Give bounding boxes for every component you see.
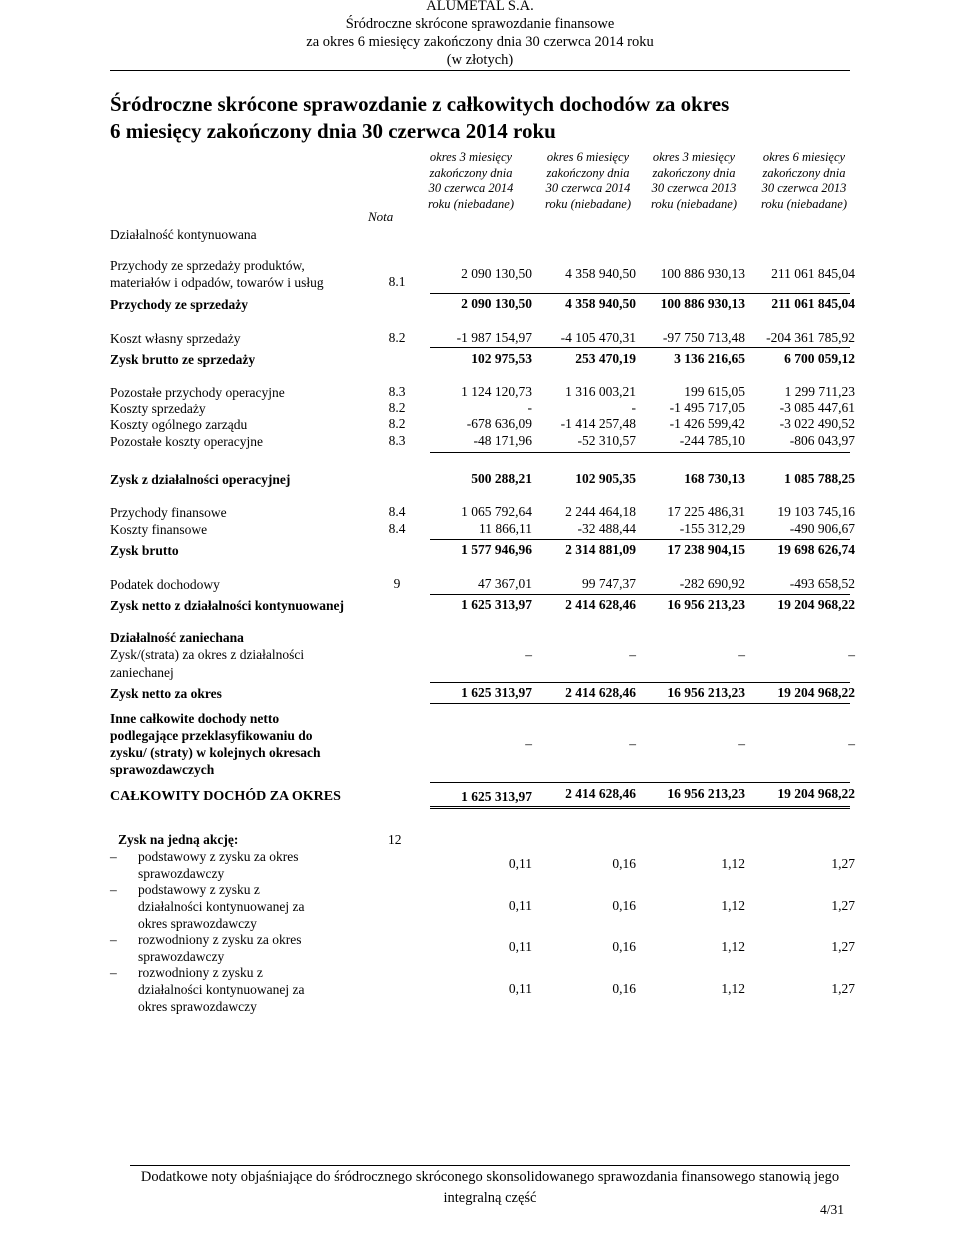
row-net-profit-label: Zysk netto za okres xyxy=(110,686,222,701)
row-cost-of-sales-v2: -4 105 470,31 xyxy=(560,330,636,345)
column-header-2 xyxy=(534,150,642,212)
row-total-income-v1: 1 625 313,97 xyxy=(461,789,532,804)
col2-line3: 30 czerwca 2014 xyxy=(545,181,631,195)
page-number: 4/31 xyxy=(820,1202,845,1217)
row-operating-profit-v2: 102 905,35 xyxy=(575,471,636,486)
col1-line3: 30 czerwca 2014 xyxy=(428,181,514,195)
row-oci-v3: – xyxy=(738,736,745,751)
row-profit-before-tax-v3: 17 238 904,15 xyxy=(667,542,745,557)
eps-basic-v1: 0,11 xyxy=(508,856,532,871)
note-column-header: Nota xyxy=(368,209,394,224)
underline xyxy=(430,782,850,783)
eps-basic-v4: 1,27 xyxy=(831,856,855,871)
double-underline xyxy=(430,806,850,809)
row-gross-profit-sales-v3: 3 136 216,65 xyxy=(674,351,745,366)
row-cost-of-sales-v4: -204 361 785,92 xyxy=(766,330,855,345)
row-income-tax-v2: 99 747,37 xyxy=(582,576,636,591)
row-selling-costs-label: Koszty sprzedaży xyxy=(110,401,206,416)
col2-line4: roku (niebadane) xyxy=(545,196,631,211)
col3-line1: okres 3 miesięcy xyxy=(652,150,736,164)
row-selling-costs-note: 8.2 xyxy=(388,400,406,415)
row-admin-costs-v1: -678 636,09 xyxy=(466,416,532,431)
discontinued-heading: Działalność zaniechana xyxy=(110,630,244,645)
eps-basic-continuing-v2: 0,16 xyxy=(612,898,636,913)
row-revenue-products-note: 8.1 xyxy=(388,274,406,289)
underline xyxy=(430,539,850,540)
row-finance-income-v2: 2 244 464,18 xyxy=(565,504,636,519)
underline xyxy=(430,452,850,453)
footer-divider xyxy=(130,1165,850,1166)
row-profit-before-tax-v1: 1 577 946,96 xyxy=(461,542,532,557)
row-selling-costs-v1: - xyxy=(527,400,532,415)
eps-basic-continuing-v4: 1,27 xyxy=(831,898,855,913)
eps-diluted-continuing-v2: 0,16 xyxy=(612,981,636,996)
row-finance-income-v1: 1 065 792,64 xyxy=(461,504,532,519)
row-oci-label-4: sprawozdawczych xyxy=(110,762,215,777)
eps-bullet: – xyxy=(110,849,117,864)
row-total-income-v3: 16 956 213,23 xyxy=(667,786,745,801)
eps-basic-v3: 1,12 xyxy=(721,856,745,871)
row-revenue-products-v3: 100 886 930,13 xyxy=(660,266,745,281)
row-total-income-v2: 2 414 628,46 xyxy=(565,786,636,801)
row-other-op-income-note: 8.3 xyxy=(388,384,406,399)
row-revenue-v1: 2 090 130,50 xyxy=(461,296,532,311)
row-income-tax-note: 9 xyxy=(393,576,401,591)
eps-item-label: podstawowy z zysku z xyxy=(138,882,260,897)
col4-line4: roku (niebadane) xyxy=(761,196,847,211)
row-other-op-costs-v4: -806 043,97 xyxy=(789,433,855,448)
row-cost-of-sales-v1: -1 987 154,97 xyxy=(456,330,532,345)
col3-line2: zakończony dnia xyxy=(652,165,736,180)
col1-line2: zakończony dnia xyxy=(429,165,513,180)
col4-line1: okres 6 miesięcy xyxy=(762,150,846,164)
eps-item-label-2: sprawozdawczy xyxy=(138,866,225,881)
row-cost-of-sales-label: Koszt własny sprzedaży xyxy=(110,331,241,346)
row-oci-label-2: podlegające przeklasyfikowaniu do xyxy=(110,728,313,743)
row-revenue-v4: 211 061 845,04 xyxy=(771,296,855,311)
eps-bullet: – xyxy=(110,932,117,947)
row-finance-costs-v2: -32 488,44 xyxy=(577,521,636,536)
row-discontinued-v1: – xyxy=(525,647,532,662)
row-finance-costs-v1: 11 866,11 xyxy=(479,521,532,536)
eps-bullet: – xyxy=(110,882,117,897)
row-oci-label-3: zysku/ (straty) w kolejnych okresach xyxy=(110,745,321,760)
report-period: za okres 6 miesięcy zakończony dnia 30 czerwca 2014 roku xyxy=(306,34,654,50)
eps-item-label-3: okres sprawozdawczy xyxy=(138,916,257,931)
eps-diluted-continuing-v1: 0,11 xyxy=(508,981,532,996)
row-income-tax-v4: -493 658,52 xyxy=(789,576,855,591)
row-gross-profit-sales-v2: 253 470,19 xyxy=(575,351,636,366)
row-selling-costs-v2: - xyxy=(631,400,636,415)
row-discontinued-v2: – xyxy=(629,647,636,662)
column-header-group xyxy=(0,150,960,220)
row-finance-income-v3: 17 225 486,31 xyxy=(667,504,745,519)
row-gross-profit-sales-v4: 6 700 059,12 xyxy=(784,351,855,366)
eps-item-basic xyxy=(110,848,340,882)
eps-item-diluted-continuing xyxy=(110,964,340,1015)
eps-diluted-v1: 0,11 xyxy=(508,939,532,954)
row-other-op-income-v3: 199 615,05 xyxy=(684,384,745,399)
section-label: Działalność kontynuowana xyxy=(110,227,257,242)
row-finance-income-v4: 19 103 745,16 xyxy=(777,504,855,519)
row-income-tax-v1: 47 367,01 xyxy=(478,576,532,591)
row-finance-costs-label: Koszty finansowe xyxy=(110,522,208,537)
column-header-3 xyxy=(640,150,748,212)
col4-line2: zakończony dnia xyxy=(762,165,846,180)
eps-item-label-2: działalności kontynuowanej za xyxy=(138,982,305,997)
footer-note: Dodatkowe noty objaśniające do śródrocznego skróconego skonsolidowanego sprawozdania finansowego stanowią jego xyxy=(140,1169,840,1185)
row-oci-label: Inne całkowite dochody netto xyxy=(110,711,280,726)
underline xyxy=(430,682,850,683)
row-total-income-v4: 19 204 968,22 xyxy=(777,786,855,801)
col1-line1: okres 3 miesięcy xyxy=(429,150,513,164)
row-operating-profit-v1: 500 288,21 xyxy=(471,471,532,486)
eps-heading: Zysk na jedną akcję: xyxy=(118,832,239,847)
row-finance-costs-v4: -490 906,67 xyxy=(789,521,855,536)
col4-line3: 30 czerwca 2013 xyxy=(761,181,847,195)
row-net-profit-continuing-v3: 16 956 213,23 xyxy=(667,597,745,612)
eps-item-label-2: sprawozdawczy xyxy=(138,949,225,964)
report-currency: (w złotych) xyxy=(446,52,514,68)
footer-note-2: integralną część xyxy=(443,1190,537,1206)
row-admin-costs-label: Koszty ogólnego zarządu xyxy=(110,417,248,432)
row-admin-costs-v2: -1 414 257,48 xyxy=(560,416,636,431)
row-revenue-products-label-2: materiałów i odpadów, towarów i usług xyxy=(110,275,324,290)
row-selling-costs-v3: -1 495 717,05 xyxy=(669,400,745,415)
eps-diluted-v3: 1,12 xyxy=(721,939,745,954)
row-revenue-products-v4: 211 061 845,04 xyxy=(771,266,855,281)
col1-line4: roku (niebadane) xyxy=(428,196,514,211)
underline xyxy=(430,293,850,294)
row-profit-before-tax-v2: 2 314 881,09 xyxy=(565,542,636,557)
underline xyxy=(430,703,850,704)
row-net-profit-continuing-v1: 1 625 313,97 xyxy=(461,597,532,612)
eps-diluted-continuing-v3: 1,12 xyxy=(721,981,745,996)
row-discontinued-v3: – xyxy=(738,647,745,662)
eps-bullet: – xyxy=(110,965,117,980)
row-other-op-costs-v3: -244 785,10 xyxy=(679,433,745,448)
row-other-op-income-v1: 1 124 120,73 xyxy=(461,384,532,399)
column-header-4 xyxy=(750,150,858,212)
eps-item-diluted xyxy=(110,931,340,965)
row-net-profit-v4: 19 204 968,22 xyxy=(777,685,855,700)
row-operating-profit-label: Zysk z działalności operacyjnej xyxy=(110,472,291,487)
eps-note: 12 xyxy=(388,832,402,847)
row-other-op-costs-v2: -52 310,57 xyxy=(577,433,636,448)
row-other-op-costs-label: Pozostałe koszty operacyjne xyxy=(110,434,263,449)
report-name: Śródroczne skrócone sprawozdanie finansowe xyxy=(345,16,615,32)
eps-basic-continuing-v1: 0,11 xyxy=(508,898,532,913)
row-operating-profit-v4: 1 085 788,25 xyxy=(784,471,855,486)
row-gross-profit-sales-v1: 102 975,53 xyxy=(471,351,532,366)
eps-item-basic-continuing xyxy=(110,881,340,932)
row-oci-v4: – xyxy=(848,736,855,751)
eps-item-label-2: działalności kontynuowanej za xyxy=(138,899,305,914)
row-income-tax-v3: -282 690,92 xyxy=(679,576,745,591)
column-header-1 xyxy=(417,150,525,212)
row-other-op-income-v2: 1 316 003,21 xyxy=(565,384,636,399)
row-finance-income-label: Przychody finansowe xyxy=(110,505,227,520)
row-admin-costs-note: 8.2 xyxy=(388,416,406,431)
row-net-profit-continuing-label: Zysk netto z działalności kontynuowanej xyxy=(110,598,345,613)
row-other-op-costs-v1: -48 171,96 xyxy=(473,433,532,448)
col2-line2: zakończony dnia xyxy=(546,165,630,180)
row-revenue-label: Przychody ze sprzedaży xyxy=(110,297,248,312)
row-net-profit-v1: 1 625 313,97 xyxy=(461,685,532,700)
row-operating-profit-v3: 168 730,13 xyxy=(684,471,745,486)
row-oci-v1: – xyxy=(525,736,532,751)
row-revenue-products-v1: 2 090 130,50 xyxy=(461,266,532,281)
row-cost-of-sales-v3: -97 750 713,48 xyxy=(662,330,745,345)
eps-item-label: podstawowy z zysku za okres xyxy=(138,849,299,864)
underline xyxy=(430,594,850,595)
row-revenue-v2: 4 358 940,50 xyxy=(565,296,636,311)
row-income-tax-label: Podatek dochodowy xyxy=(110,577,220,592)
underline xyxy=(430,347,850,348)
col2-line1: okres 6 miesięcy xyxy=(546,150,630,164)
row-selling-costs-v4: -3 085 447,61 xyxy=(779,400,855,415)
row-net-profit-continuing-v4: 19 204 968,22 xyxy=(777,597,855,612)
row-other-op-income-label: Pozostałe przychody operacyjne xyxy=(110,385,285,400)
row-discontinued-v4: – xyxy=(848,647,855,662)
row-admin-costs-v3: -1 426 599,42 xyxy=(669,416,745,431)
row-oci-v2: – xyxy=(629,736,636,751)
row-net-profit-continuing-v2: 2 414 628,46 xyxy=(565,597,636,612)
row-finance-costs-note: 8.4 xyxy=(388,521,406,536)
eps-item-label: rozwodniony z zysku za okres xyxy=(138,932,302,947)
row-cost-of-sales-note: 8.2 xyxy=(388,330,406,345)
eps-diluted-v4: 1,27 xyxy=(831,939,855,954)
row-other-op-costs-note: 8.3 xyxy=(388,433,406,448)
row-revenue-v3: 100 886 930,13 xyxy=(660,296,745,311)
col3-line3: 30 czerwca 2013 xyxy=(651,181,737,195)
row-revenue-products-v2: 4 358 940,50 xyxy=(565,266,636,281)
col3-line4: roku (niebadane) xyxy=(651,196,737,211)
row-revenue-products-label: Przychody ze sprzedaży produktów, xyxy=(110,258,305,273)
eps-item-label: rozwodniony z zysku z xyxy=(138,965,263,980)
row-admin-costs-v4: -3 022 490,52 xyxy=(779,416,855,431)
row-total-income-label: CAŁKOWITY DOCHÓD ZA OKRES xyxy=(110,789,341,804)
eps-diluted-v2: 0,16 xyxy=(612,939,636,954)
page-title: Śródroczne skrócone sprawozdanie z całkowitych dochodów za okres xyxy=(110,92,730,116)
row-other-op-income-v4: 1 299 711,23 xyxy=(784,384,855,399)
eps-item-label-3: okres sprawozdawczy xyxy=(138,999,257,1014)
company-name: ALUMETAL S.A. xyxy=(426,0,534,14)
row-profit-before-tax-label: Zysk brutto xyxy=(110,543,179,558)
row-finance-income-note: 8.4 xyxy=(388,504,406,519)
header-divider xyxy=(110,70,850,71)
page-title-line2: 6 miesięcy zakończony dnia 30 czerwca 2014 roku xyxy=(110,119,556,143)
row-discontinued-label-2: zaniechanej xyxy=(110,665,174,680)
row-net-profit-v2: 2 414 628,46 xyxy=(565,685,636,700)
row-gross-profit-sales-label: Zysk brutto ze sprzedaży xyxy=(110,352,256,367)
eps-basic-v2: 0,16 xyxy=(612,856,636,871)
eps-basic-continuing-v3: 1,12 xyxy=(721,898,745,913)
eps-diluted-continuing-v4: 1,27 xyxy=(831,981,855,996)
row-discontinued-label: Zysk/(strata) za okres z działalności xyxy=(110,647,305,662)
row-finance-costs-v3: -155 312,29 xyxy=(679,521,745,536)
row-net-profit-v3: 16 956 213,23 xyxy=(667,685,745,700)
row-profit-before-tax-v4: 19 698 626,74 xyxy=(777,542,855,557)
